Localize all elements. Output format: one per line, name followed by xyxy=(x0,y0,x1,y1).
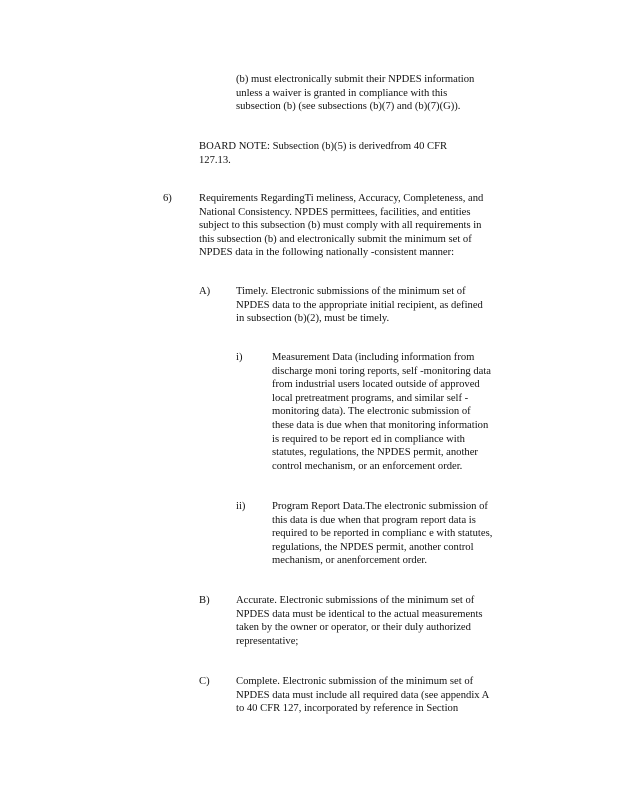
item-ii-marker: ii) xyxy=(236,501,246,512)
pB-line: taken by the owner or operator, or their duly authorized xyxy=(236,622,471,634)
pi-line: Measurement Data (including information from xyxy=(272,352,475,363)
pi-line: discharge moni toring reports, self -monitoring data xyxy=(272,365,491,377)
item-b-text xyxy=(236,594,512,648)
pi-line: local pretreatment programs, and similar self - xyxy=(272,392,469,404)
p6-line: NPDES data in the following nationally -consistent manner: xyxy=(199,247,455,259)
item-c-text xyxy=(236,675,526,716)
pB-line: representative; xyxy=(236,635,299,647)
pA-line: in subsection (b)(2), must be timely. xyxy=(236,313,390,325)
p6-line: National Consistency. NPDES permittees, facilities, and entities xyxy=(199,206,471,218)
pi-line: statutes, regulations, the NPDES permit, another xyxy=(272,447,478,459)
p6-line: Requirements RegardingTi meliness, Accuracy, Completeness, and xyxy=(199,193,484,204)
board-note xyxy=(199,140,481,167)
item-c-marker: C) xyxy=(199,676,210,687)
p6-line: this subsection (b) and electronically submit the minimum set of xyxy=(199,233,472,245)
pii-line: required to be reported in complianc e with statutes, xyxy=(272,528,493,540)
pi-line: control mechanism, or an enforcement order. xyxy=(272,460,463,472)
pC-line: to 40 CFR 127, incorporated by reference in Section xyxy=(236,703,459,715)
pi-line: is required to be report ed in compliance with xyxy=(272,433,465,445)
item-i-text xyxy=(272,351,512,473)
pi-line: these data is due when that monitoring information xyxy=(272,419,489,431)
waiver-line: subsection (b) (see subsections (b)(7) and (b)(7)(G)). xyxy=(236,101,461,113)
board-line: 127.13. xyxy=(199,154,231,166)
item-6-marker: 6) xyxy=(163,193,172,204)
item-ii-text xyxy=(272,500,518,568)
pA-line: Timely. Electronic submissions of the minimum set of xyxy=(236,286,466,297)
item-i-marker: i) xyxy=(236,352,243,363)
pB-line: Accurate. Electronic submissions of the minimum set of xyxy=(236,595,475,606)
waiver-line: unless a waiver is granted in compliance with this xyxy=(236,87,448,99)
waiver-paragraph xyxy=(236,73,498,114)
item-a-marker: A) xyxy=(199,286,211,297)
board-line: BOARD NOTE: Subsection (b)(5) is derivedfrom 40 CFR xyxy=(199,141,448,152)
pA-line: NPDES data to the appropriate initial recipient, as defined xyxy=(236,299,483,311)
pC-line: Complete. Electronic submission of the minimum set of xyxy=(236,676,474,687)
item-b-marker: B) xyxy=(199,595,210,606)
pC-line: NPDES data must include all required data (see appendix A xyxy=(236,689,490,701)
pB-line: NPDES data must be identical to the actual measurements xyxy=(236,608,483,620)
item-a-text xyxy=(236,285,512,326)
pii-line: Program Report Data.The electronic submission of xyxy=(272,501,488,512)
p6-line: subject to this subsection (b) must comply with all requirements in xyxy=(199,220,482,232)
item-6-text xyxy=(199,192,522,260)
pi-line: monitoring data). The electronic submission of xyxy=(272,406,471,418)
waiver-line: (b) must electronically submit their NPDES information xyxy=(236,74,475,85)
pii-line: mechanism, or anenforcement order. xyxy=(272,555,428,567)
pii-line: this data is due when that program report data is xyxy=(272,514,476,526)
pi-line: from industrial users located outside of approved xyxy=(272,379,480,391)
pii-line: regulations, the NPDES permit, another control xyxy=(272,541,474,553)
